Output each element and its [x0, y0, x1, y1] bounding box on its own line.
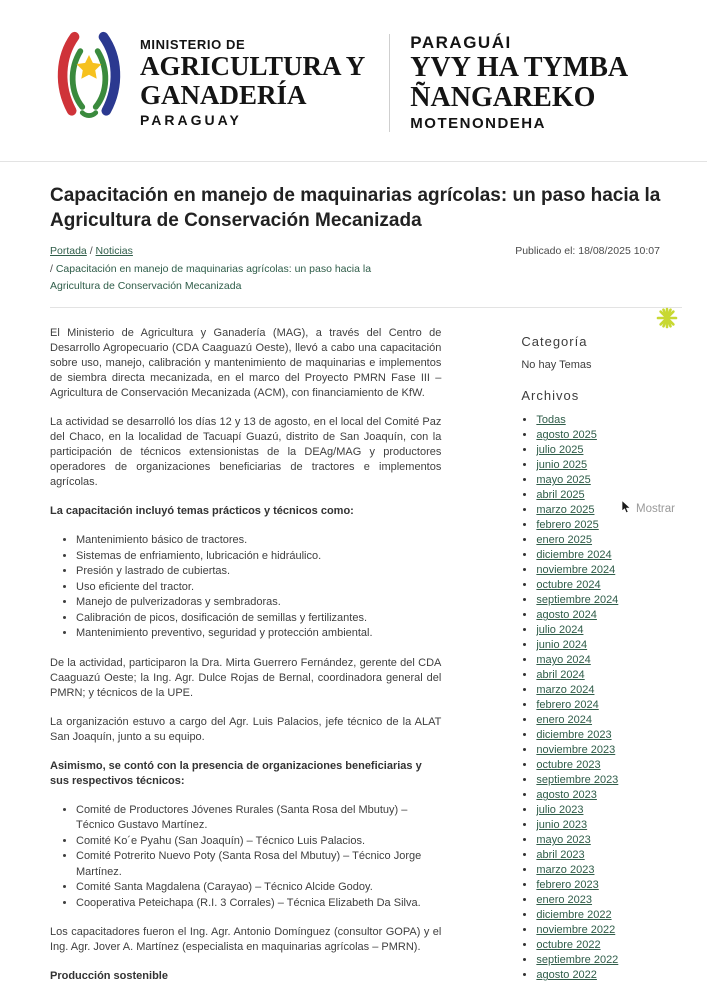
archive-link[interactable]: diciembre 2024	[536, 549, 612, 562]
site-header	[0, 0, 707, 161]
archive-list-item	[536, 668, 682, 683]
archive-link[interactable]: mayo 2024	[536, 654, 591, 667]
archive-list-item	[536, 758, 682, 773]
guarani-line4: MOTENONDEHA	[410, 115, 546, 133]
sidebar	[521, 326, 682, 998]
archive-list-item	[536, 848, 682, 863]
archive-list-item	[536, 833, 682, 848]
ministry-line2: AGRICULTURA Y	[140, 50, 366, 81]
list-item: • Sistemas de enfriamiento, lubricación e hidráulico.	[76, 549, 441, 565]
archive-list-item	[536, 413, 682, 428]
header-divider	[389, 34, 390, 132]
archive-link[interactable]: septiembre 2022	[536, 954, 619, 967]
article-subheading: Producción sostenible	[50, 970, 168, 983]
archive-list-item	[536, 473, 682, 488]
ministry-line3: GANADERÍA	[140, 80, 307, 110]
article-paragraph: La actividad se desarrolló los días 12 y 13 de agosto, en el local del Comité Paz del Chaco, en la localidad de Tacuapí Guazú, distrito de San Joaquín, con la participación de técnicos extensionistas de la DEAg/MAG y productores operadores de organizaciones beneficiarias de tractores e implementos agrícolas.	[50, 416, 442, 489]
archive-link[interactable]: febrero 2024	[536, 699, 599, 712]
breadcrumb	[50, 243, 450, 295]
archive-link[interactable]: abril 2025	[536, 489, 585, 502]
sidebar-category-title: Categoría	[521, 334, 588, 350]
archive-link[interactable]: mayo 2023	[536, 834, 591, 847]
archive-link[interactable]: agosto 2023	[536, 789, 597, 802]
ministry-country: PARAGUAY	[140, 112, 242, 129]
archive-list-item	[536, 773, 682, 788]
tooltip-label: Mostrar	[636, 502, 675, 515]
sidebar-category-empty: No hay Temas	[521, 359, 592, 372]
archive-link[interactable]: septiembre 2023	[536, 774, 619, 787]
breadcrumb-link-noticias[interactable]: Noticias	[95, 245, 133, 258]
accessibility-widget-icon[interactable]	[656, 307, 678, 334]
archive-list-item	[536, 593, 682, 608]
archive-list-item	[536, 803, 682, 818]
archive-list-item	[536, 713, 682, 728]
archive-list-item	[536, 563, 682, 578]
archive-link[interactable]: octubre 2024	[536, 579, 601, 592]
archive-link[interactable]: junio 2023	[536, 819, 588, 832]
breadcrumb-current-page: Capacitación en manejo de maquinarias agrícolas: un paso hacia la Agricultura de Conservación Mecanizada	[50, 262, 372, 292]
archive-link[interactable]: noviembre 2024	[536, 564, 616, 577]
archive-link[interactable]: octubre 2023	[536, 759, 601, 772]
archive-list-item	[536, 458, 682, 473]
archive-list-item	[536, 968, 682, 983]
list-item: • Cooperativa Peteichapa (R.I. 3 Corrales) – Técnica Elizabeth Da Silva.	[76, 896, 441, 912]
list-item: • Comité Santa Magdalena (Carayao) – Técnico Alcide Godoy.	[76, 880, 441, 896]
archive-list-item	[536, 428, 682, 443]
archive-link[interactable]: octubre 2022	[536, 939, 601, 952]
archive-list-item	[536, 953, 682, 968]
archive-list-item	[536, 443, 682, 458]
archive-list-item	[536, 608, 682, 623]
breadcrumb-link-portada[interactable]: Portada	[50, 245, 87, 258]
archive-link[interactable]: agosto 2022	[536, 969, 597, 982]
list-item: • Mantenimiento preventivo, seguridad y protección ambiental.	[76, 626, 441, 642]
archive-list-item	[536, 533, 682, 548]
archive-list-item	[536, 548, 682, 563]
archive-link[interactable]: diciembre 2022	[536, 909, 612, 922]
archive-list-item	[536, 908, 682, 923]
list-item: • Comité Ko´e Pyahu (San Joaquín) – Técnico Luis Palacios.	[76, 834, 441, 850]
main-content	[0, 184, 707, 998]
ministry-line1: MINISTERIO DE	[140, 36, 246, 52]
header-guarani-name	[410, 33, 628, 132]
guarani-line2: YVY HA TYMBA	[410, 51, 629, 83]
archive-list-item	[536, 923, 682, 938]
archive-list-item	[536, 683, 682, 698]
archive-link[interactable]: junio 2024	[536, 639, 588, 652]
meta-row	[50, 243, 682, 295]
archive-link[interactable]: julio 2025	[536, 444, 584, 457]
breadcrumb-separator: /	[50, 262, 53, 275]
archive-link[interactable]: abril 2023	[536, 849, 585, 862]
guarani-line1: PARAGUÁI	[410, 32, 512, 52]
published-date: Publicado el: 18/08/2025 10:07	[515, 245, 660, 258]
article-paragraph: El Ministerio de Agricultura y Ganadería (MAG), a través del Centro de Desarrollo Agropecuario (CDA Caaguazú Oeste), llevó a cabo una capacitación sobre uso, manejo, calibración y mantenimiento de maquinarias e implementos de siembra directa mecanizada, en el marco del Proyecto PMRN Fase III – Agricultura de Conservación Mecanizada (ACM), con financiamiento de KfW.	[50, 327, 442, 400]
archive-link[interactable]: enero 2023	[536, 894, 593, 907]
header-rule	[0, 161, 707, 162]
archive-list-item	[536, 788, 682, 803]
archive-link[interactable]: marzo 2025	[536, 504, 595, 517]
page-title: Capacitación en manejo de maquinarias agrícolas: un paso hacia la Agricultura de Conservación Mecanizada	[50, 185, 661, 231]
archive-link[interactable]: julio 2024	[536, 624, 584, 637]
list-item: • Calibración de picos, dosificación de semillas y fertilizantes.	[76, 611, 441, 627]
archive-link[interactable]: febrero 2025	[536, 519, 599, 532]
archive-list-item	[536, 653, 682, 668]
header-ministry-name	[140, 37, 365, 128]
archive-list-item	[536, 638, 682, 653]
cursor-arrow-icon	[621, 500, 632, 517]
archive-link[interactable]: marzo 2024	[536, 684, 595, 697]
archive-list-item	[536, 878, 682, 893]
archive-link[interactable]: septiembre 2024	[536, 594, 619, 607]
archive-list-item	[536, 698, 682, 713]
list-item: • Presión y lastrado de cubiertas.	[76, 564, 441, 580]
archive-link[interactable]: noviembre 2022	[536, 924, 616, 937]
article-body	[50, 326, 441, 998]
archive-link[interactable]: enero 2025	[536, 534, 593, 547]
list-item: • Uso eficiente del tractor.	[76, 580, 441, 596]
archive-list-item	[536, 818, 682, 833]
archive-list-item	[536, 728, 682, 743]
list-item: • Comité Potrerito Nuevo Poty (Santa Rosa del Mbutuy) – Técnico Jorge Martínez.	[76, 849, 441, 880]
sidebar-archives-title: Archivos	[521, 388, 580, 404]
archive-link[interactable]: julio 2023	[536, 804, 584, 817]
article-organizations-list	[50, 803, 441, 912]
article-topics-list	[50, 533, 441, 642]
archive-link[interactable]: marzo 2023	[536, 864, 595, 877]
guarani-line3: ÑANGAREKO	[410, 82, 596, 113]
article-paragraph: De la actividad, participaron la Dra. Mirta Guerrero Fernández, gerente del CDA Caaguazú Oeste; la Ing. Agr. Dulce Rojas de Bernal, coordinadora general del PMRN; y técnicos de la UPE.	[50, 656, 442, 699]
archive-link[interactable]: agosto 2024	[536, 609, 597, 622]
archive-list-item	[536, 743, 682, 758]
breadcrumb-current-wrap	[50, 261, 408, 296]
archive-list-item	[536, 938, 682, 953]
content-row	[50, 308, 682, 998]
archive-list-item	[536, 893, 682, 908]
list-item: • Mantenimiento básico de tractores.	[76, 533, 441, 549]
archive-link[interactable]: enero 2024	[536, 714, 593, 727]
archive-list-item	[536, 623, 682, 638]
article-paragraph: La organización estuvo a cargo del Agr. Luis Palacios, jefe técnico de la ALAT San Joaquín, junto a su equipo.	[50, 715, 442, 743]
breadcrumb-separator: /	[89, 245, 93, 258]
archive-list-item	[536, 518, 682, 533]
mag-coat-of-arms-logo	[50, 30, 128, 135]
archive-link[interactable]: Todas	[536, 414, 566, 427]
archive-link[interactable]: diciembre 2023	[536, 729, 612, 742]
cursor-tooltip	[618, 499, 678, 518]
archive-link[interactable]: agosto 2025	[536, 429, 597, 442]
archive-link[interactable]: mayo 2025	[536, 474, 591, 487]
archive-link[interactable]: junio 2025	[536, 459, 588, 472]
list-item: • Comité de Productores Jóvenes Rurales (Santa Rosa del Mbutuy) – Técnico Gustavo Martínez.	[76, 803, 441, 834]
article-list2-title: Asimismo, se contó con la presencia de organizaciones beneficiarias y sus respectivos técnicos:	[50, 759, 422, 787]
archive-list-item	[536, 863, 682, 878]
article-list1-title: La capacitación incluyó temas prácticos y técnicos como:	[50, 505, 354, 518]
archive-list-item	[536, 578, 682, 593]
list-item: • Manejo de pulverizadoras y sembradoras.	[76, 595, 441, 611]
article-paragraph: Los capacitadores fueron el Ing. Agr. Antonio Domínguez (consultor GOPA) y el Ing. Agr. Jover A. Martínez (especialista en maquinarias agrícolas – PMRN).	[50, 926, 442, 954]
archive-link[interactable]: febrero 2023	[536, 879, 599, 892]
archive-link[interactable]: abril 2024	[536, 669, 585, 682]
archive-link[interactable]: noviembre 2023	[536, 744, 616, 757]
